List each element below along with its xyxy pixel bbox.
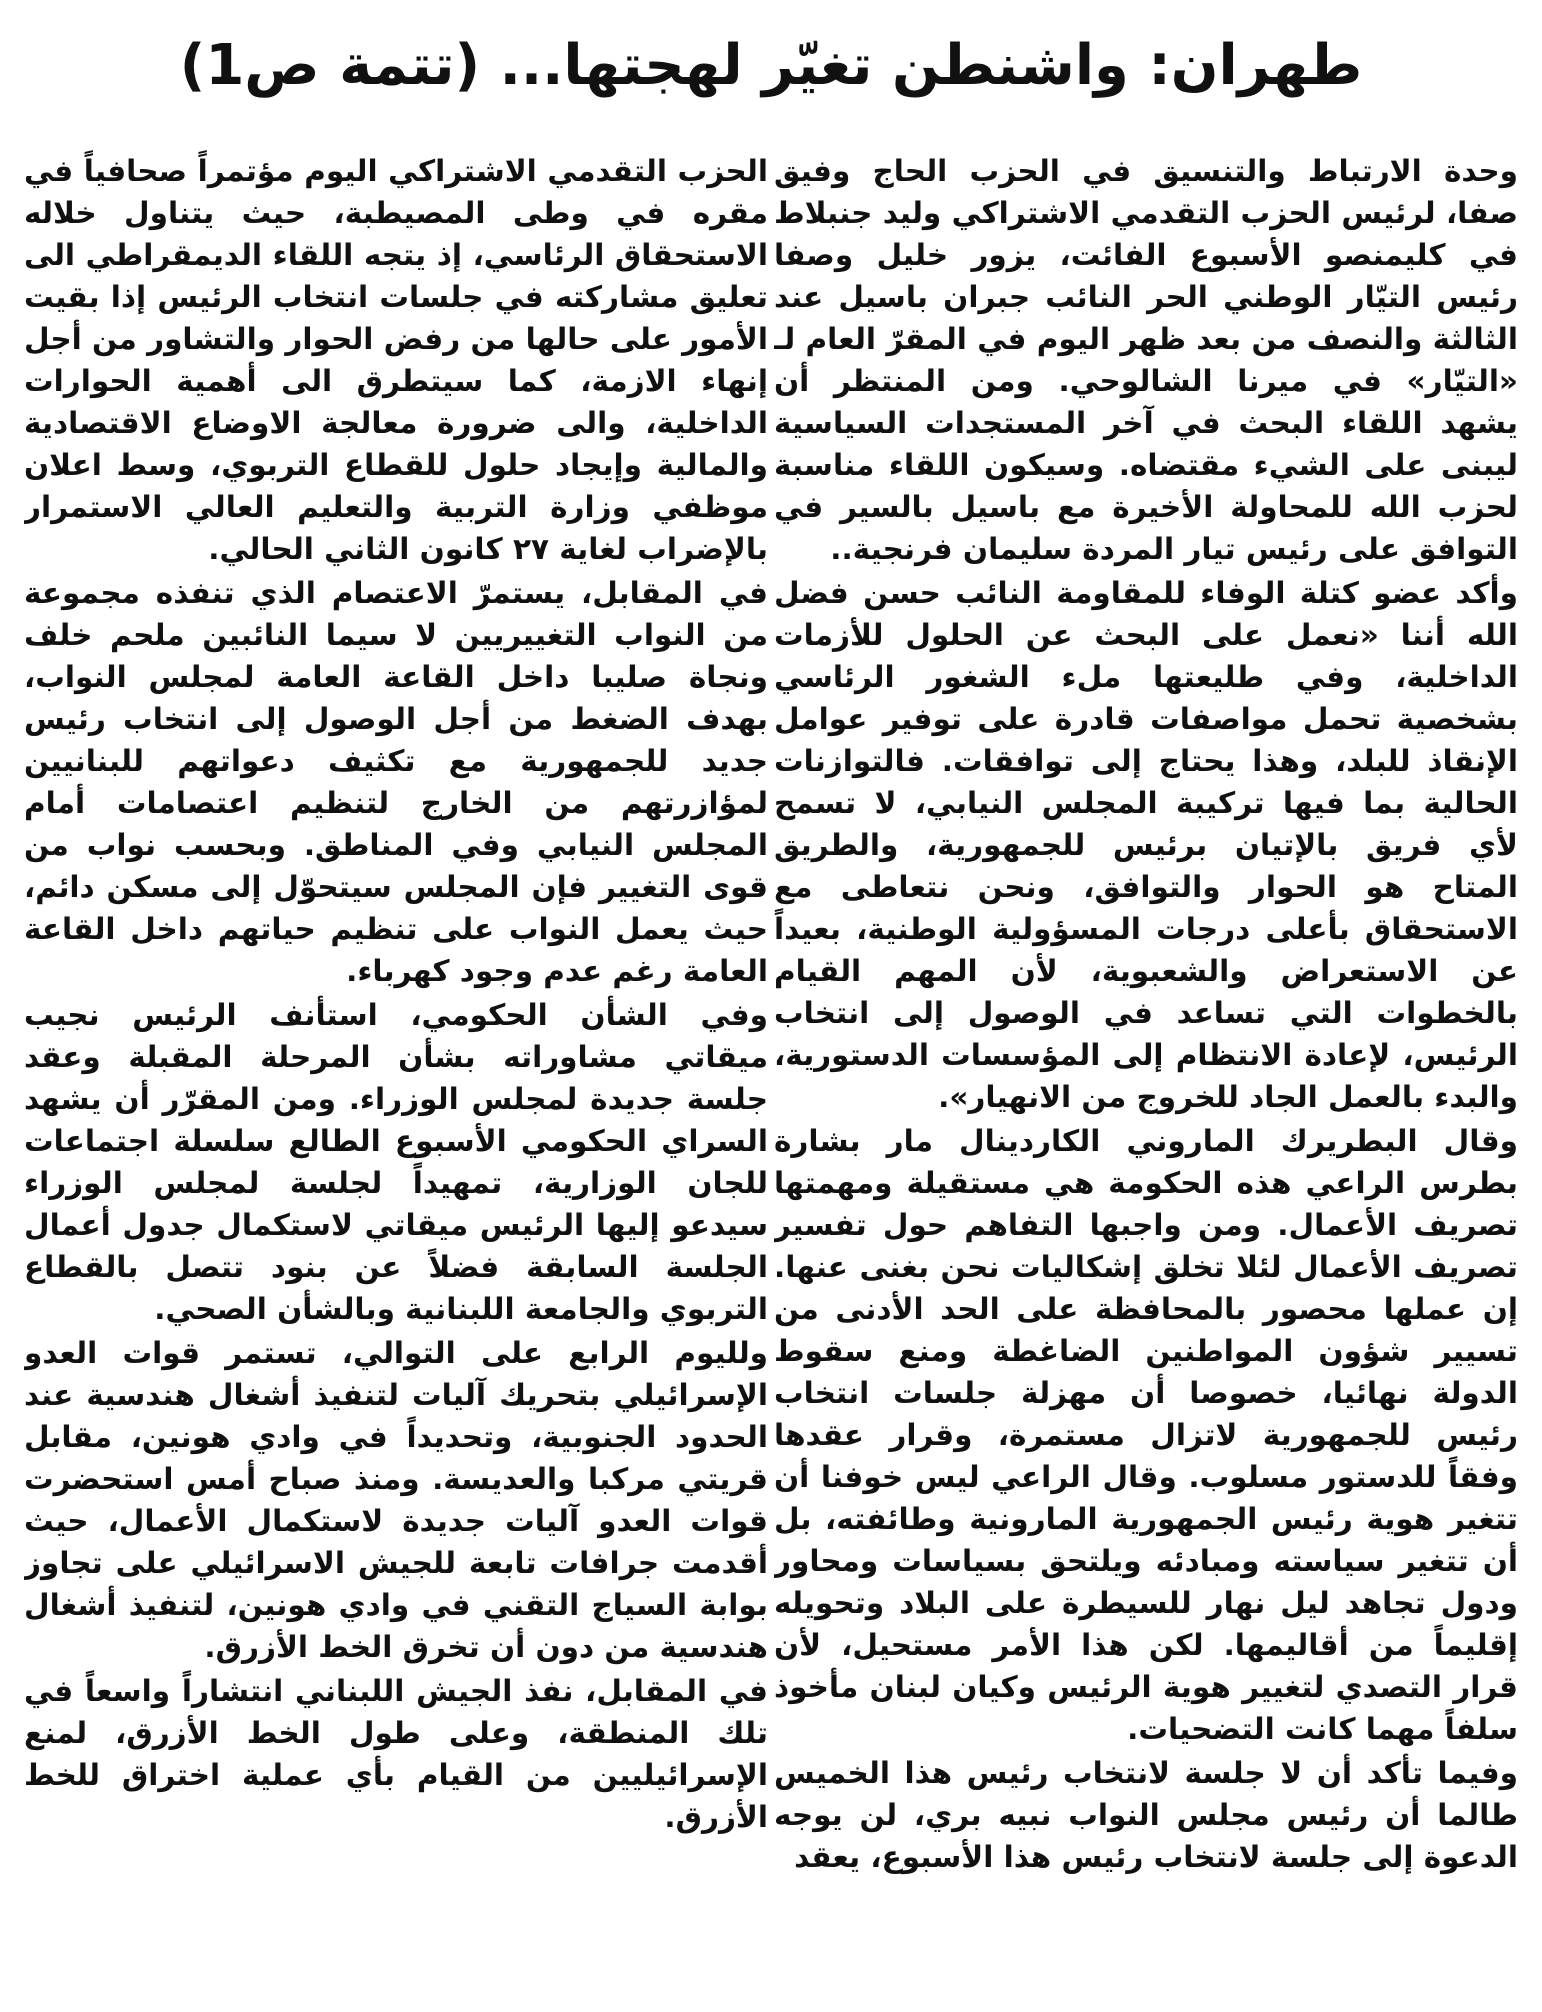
article-columns [24,150,1518,1970]
paragraph: الحزب التقدمي الاشتراكي اليوم مؤتمراً صحافياً في مقره في وطى المصيطبة، حيث يتناول خلاله الاستحقاق الرئاسي، إذ يتجه اللقاء الديمقراطي الى تعليق مشاركته في جلسات انتخاب الرئيس إذا بقيت الأمور على حالها من رفض الحوار والتشاور من أجل إنهاء الازمة، كما سيتطرق الى أهمية الحوارات الداخلية، والى ضرورة معالجة الاوضاع الاقتصادية والمالية وإيجاد حلول للقطاع التربوي، وسط اعلان موظفي وزارة التربية والتعليم العالي الاستمرار بالإضراب لغاية ٢٧ كانون الثاني الحالي. [24,154,768,566]
article-column-left [24,150,768,1970]
paragraph: في المقابل، يستمرّ الاعتصام الذي تنفذه مجموعة من النواب التغييريين لا سيما النائبين ملحم خلف ونجاة صليبا داخل القاعة العامة لمجلس النواب، بهدف الضغط من أجل الوصول إلى انتخاب رئيس جديد للجمهورية مع تكثيف دعواتهم للبنانيين لمؤازرتهم من الخارج لتنظيم اعتصامات أمام المجلس النيابي وفي المناطق. وبحسب نواب من قوى التغيير فإن المجلس سيتحوّل إلى مسكن دائم، حيث يعمل النواب على تنظيم حياتهم داخل القاعة العامة رغم عدم وجود كهرباء. [24,576,768,988]
paragraph: وفيما تأكد أن لا جلسة لانتخاب رئيس هذا الخميس طالما أن رئيس مجلس النواب نبيه بري، لن يوجه الدعوة إلى جلسة لانتخاب رئيس هذا الأسبوع، يعقد [774,1756,1518,1874]
paragraph: وحدة الارتباط والتنسيق في الحزب الحاج وفيق صفا، لرئيس الحزب التقدمي الاشتراكي وليد جنبلاط في كليمنصو الأسبوع الفائت، يزور خليل وصفا رئيس التيّار الوطني الحر النائب جبران باسيل عند الثالثة والنصف من بعد ظهر اليوم في المقرّ العام لـ «التيّار» في ميرنا الشالوحي. ومن المنتظر أن يشهد اللقاء البحث في آخر المستجدات السياسية ليبنى على الشيء مقتضاه. وسيكون اللقاء مناسبة لحزب الله للمحاولة الأخيرة مع باسيل بالسير في التوافق على رئيس تيار المردة سليمان فرنجية.. [774,154,1518,566]
paragraph: ولليوم الرابع على التوالي، تستمر قوات العدو الإسرائيلي بتحريك آليات لتنفيذ أشغال هندسية عند الحدود الجنوبية، وتحديداً في وادي هونين، مقابل قريتي مركبا والعديسة. ومنذ صباح أمس استحضرت قوات العدو آليات جديدة لاستكمال الأعمال، حيث أقدمت جرافات تابعة للجيش الاسرائيلي على تجاوز بوابة السياج التقني في وادي هونين، لتنفيذ أشغال هندسية من دون أن تخرق الخط الأزرق. [24,1336,768,1664]
paragraph: وقال البطريرك الماروني الكاردينال مار بشارة بطرس الراعي هذه الحكومة هي مستقيلة ومهمتها تصريف الأعمال. ومن واجبها التفاهم حول تفسير تصريف الأعمال لئلا تخلق إشكاليات نحن بغنى عنها. إن عملها محصور بالمحافظة على الحد الأدنى من تسيير شؤون المواطنين الضاغطة ومنع سقوط الدولة نهائيا، خصوصا أن مهزلة جلسات انتخاب رئيس للجمهورية لاتزال مستمرة، وقرار عقدها وفقاً للدستور مسلوب. وقال الراعي ليس خوفنا أن تتغير هوية رئيس الجمهورية المارونية وطائفته، بل أن تتغير سياسته ومبادئه ويلتحق بسياسات ومحاور ودول تجاهد ليل نهار للسيطرة على البلاد وتحويله إقليماً من أقاليمها. لكن هذا الأمر مستحيل، لأن قرار التصدي لتغيير هوية الرئيس وكيان لبنان مأخوذ سلفاً مهما كانت التضحيات. [774,1124,1518,1746]
article-headline: طهران: واشنطن تغيّر لهجتها... (تتمة ص1) [179,33,1363,98]
paragraph: وفي الشأن الحكومي، استأنف الرئيس نجيب ميقاتي مشاوراته بشأن المرحلة المقبلة وعقد جلسة جديدة لمجلس الوزراء. ومن المقرّر أن يشهد السراي الحكومي الأسبوع الطالع سلسلة اجتماعات للجان الوزارية، تمهيداً لجلسة لمجلس الوزراء سيدعو إليها الرئيس ميقاتي لاستكمال جدول أعمال الجلسة السابقة فضلاً عن بنود تتصل بالقطاع التربوي والجامعة اللبنانية وبالشأن الصحي. [24,998,768,1326]
paragraph: في المقابل، نفذ الجيش اللبناني انتشاراً واسعاً في تلك المنطقة، وعلى طول الخط الأزرق، لمنع الإسرائيليين من القيام بأي عملية اختراق للخط الأزرق. [24,1674,768,1834]
article-column-right [774,150,1518,1970]
paragraph: وأكد عضو كتلة الوفاء للمقاومة النائب حسن فضل الله أننا «نعمل على البحث عن الحلول للأزمات الداخلية، وفي طليعتها ملء الشغور الرئاسي بشخصية تحمل مواصفات قادرة على توفير عوامل الإنقاذ للبلد، وهذا يحتاج إلى توافقات. فالتوازنات الحالية بما فيها تركيبة المجلس النيابي، لا تسمح لأي فريق بالإتيان برئيس للجمهورية، والطريق المتاح هو الحوار والتوافق، ونحن نتعاطى مع الاستحقاق بأعلى درجات المسؤولية الوطنية، بعيداً عن الاستعراض والشعبوية، لأن المهم القيام بالخطوات التي تساعد في الوصول إلى انتخاب الرئيس، لإعادة الانتظام إلى المؤسسات الدستورية، والبدء بالعمل الجاد للخروج من الانهيار». [774,576,1518,1114]
